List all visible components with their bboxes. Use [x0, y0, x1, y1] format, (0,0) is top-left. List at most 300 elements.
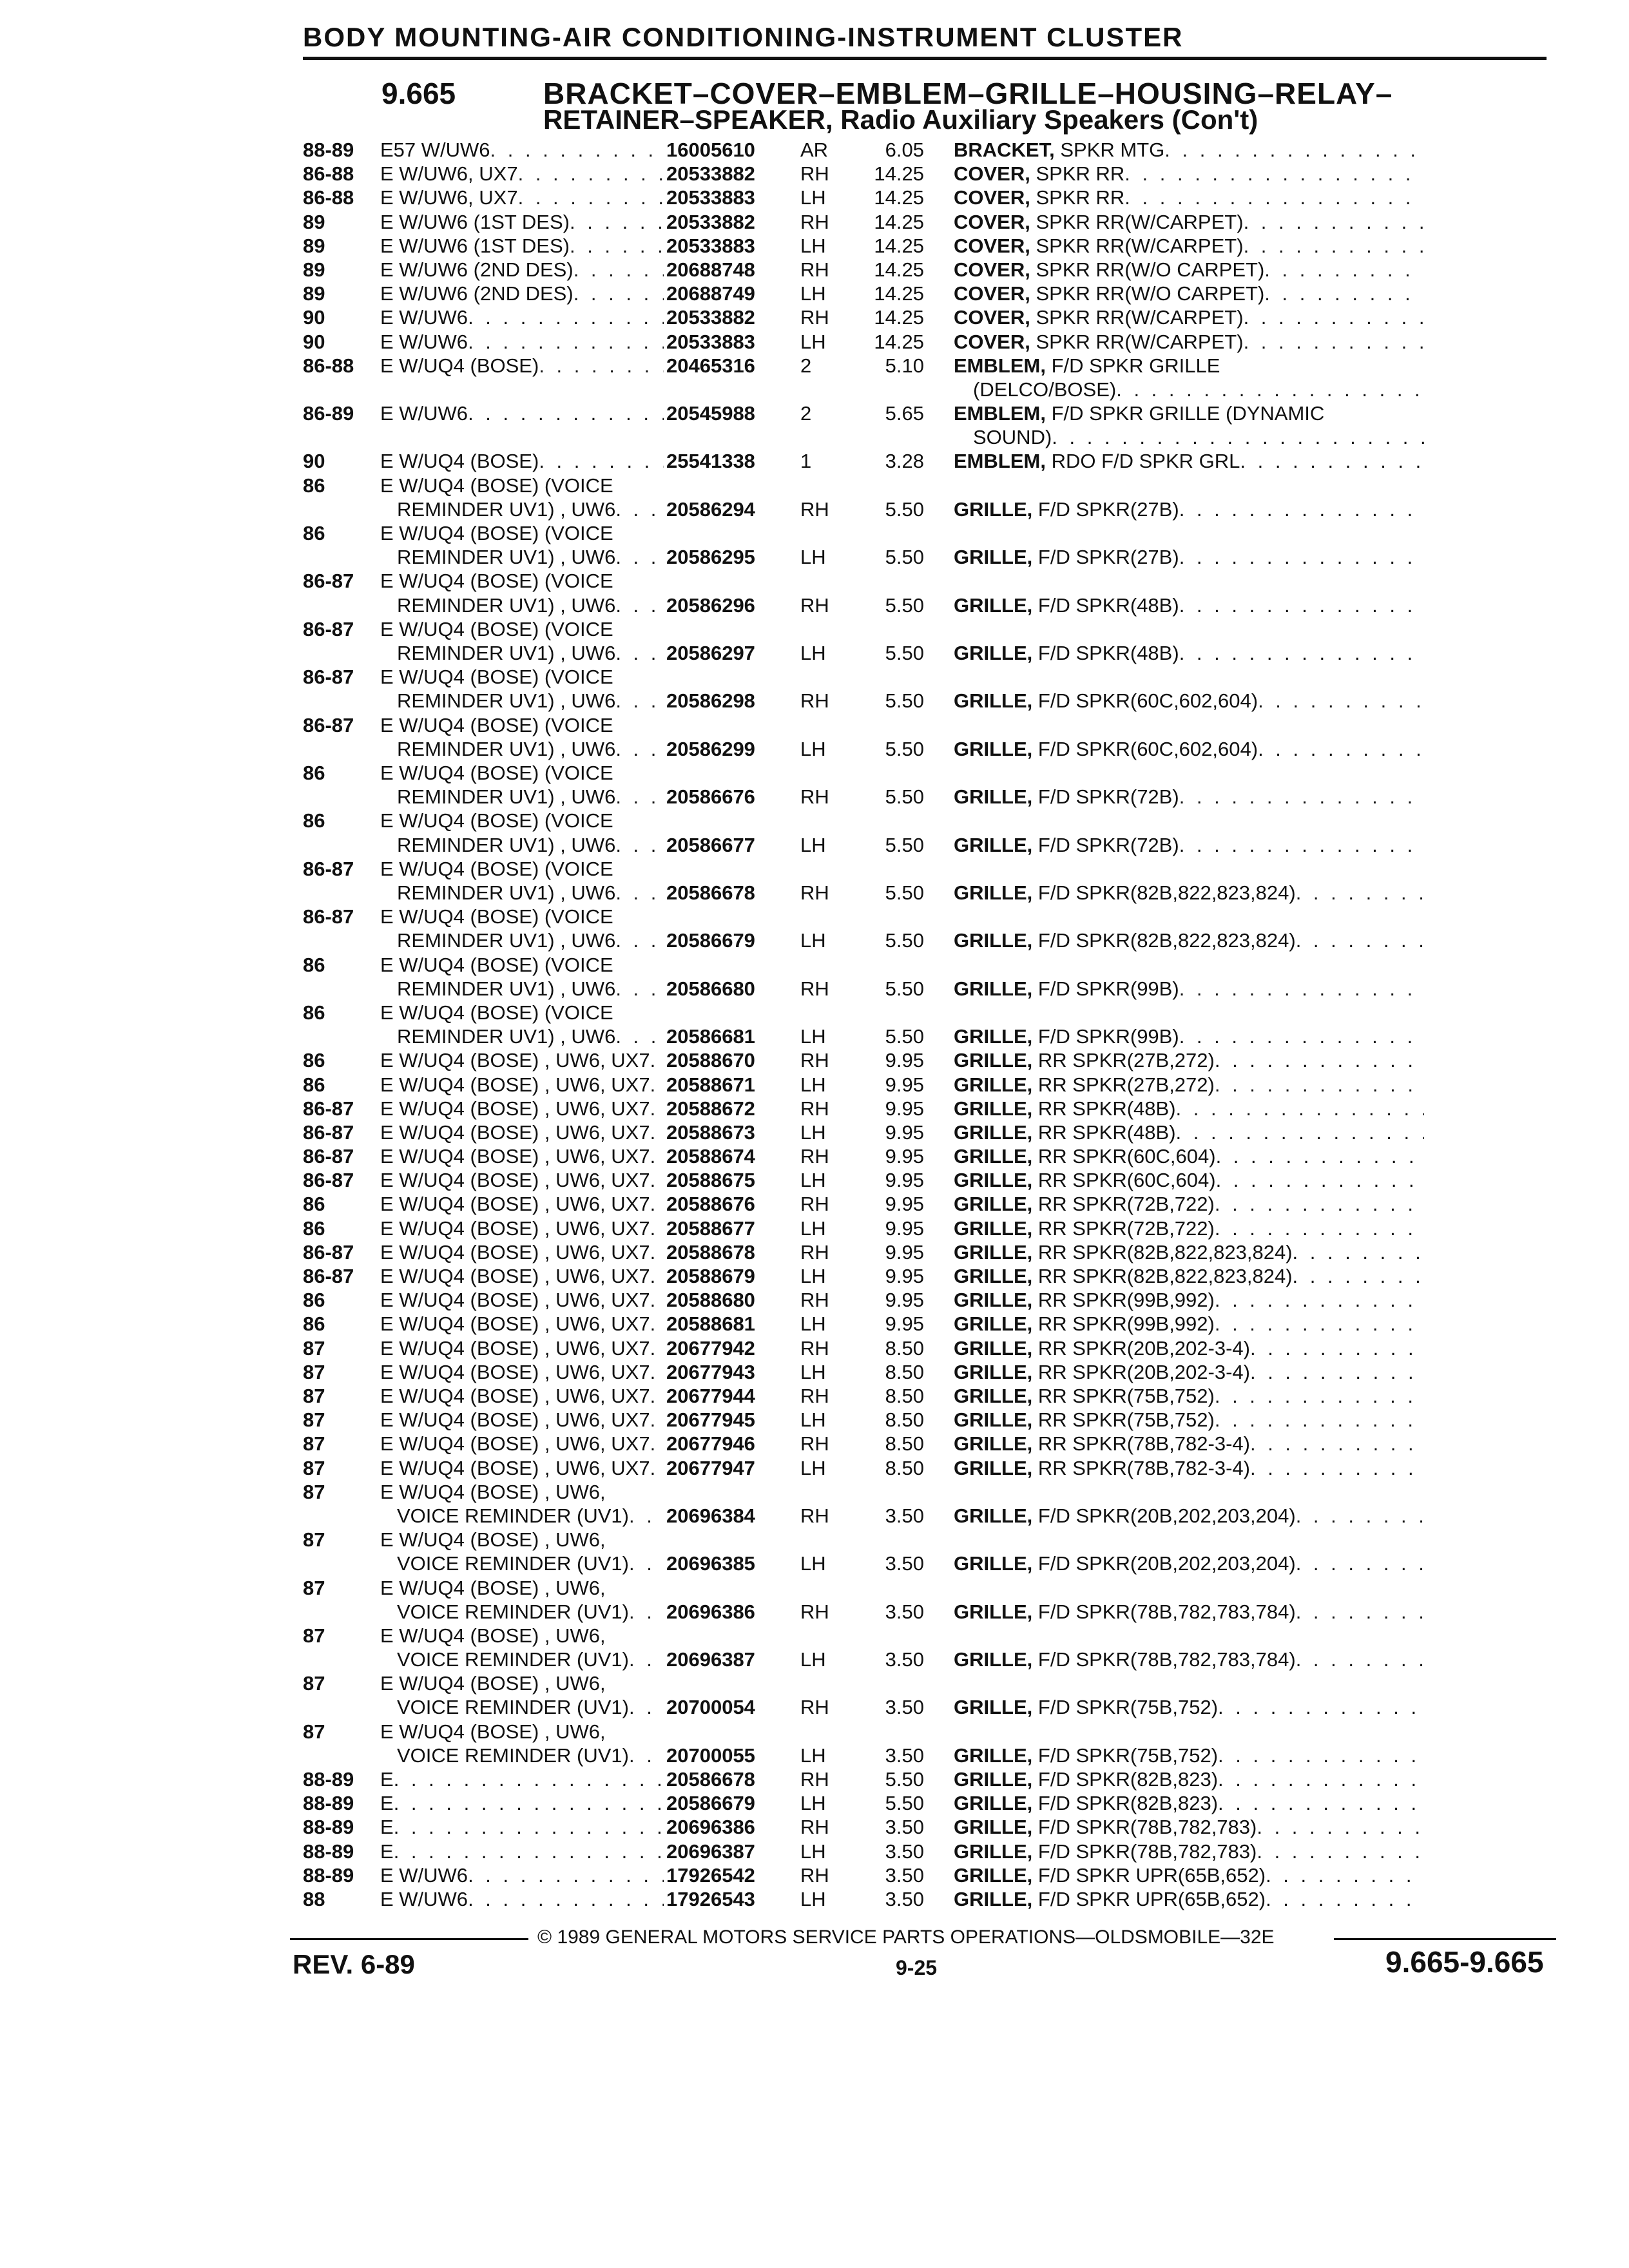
description-line [954, 1791, 1424, 1815]
part-number: 20533882 [666, 306, 755, 329]
part-price: 5.50 [885, 785, 924, 809]
application-line2-text: REMINDER UV1) , UW6 [397, 546, 616, 569]
description-detail: RR SPKR(27B,272) [1037, 1073, 1215, 1096]
application-text: E W/UQ4 (BOSE) [380, 354, 539, 377]
description-detail: RR SPKR(60C,604) [1037, 1169, 1216, 1192]
description-line [954, 1863, 1424, 1887]
description-detail: RR SPKR(99B,992) [1037, 1312, 1215, 1336]
part-price: 9.95 [885, 1312, 924, 1336]
part-price: 14.25 [874, 330, 924, 353]
leader-dots [629, 1648, 664, 1671]
part-number: 20586677 [666, 833, 755, 856]
application-line [380, 1432, 664, 1456]
part-row [303, 1576, 1547, 1624]
part-description [954, 1048, 1424, 1072]
part-row [303, 1815, 1547, 1839]
part-price: 3.50 [885, 1648, 924, 1671]
part-qty: LH [800, 1840, 826, 1863]
part-qty: LH [800, 330, 826, 353]
leader-dots [1216, 1168, 1424, 1192]
leader-dots [1215, 1048, 1424, 1072]
description-line [954, 186, 1424, 209]
part-description [954, 138, 1424, 162]
part-qty: RH [800, 977, 829, 1000]
part-row [303, 1168, 1547, 1192]
part-row [303, 138, 1547, 162]
part-row [303, 1001, 1547, 1048]
part-row [303, 162, 1547, 186]
leader-dots [650, 1360, 664, 1384]
description-keyword: GRILLE, [954, 977, 1033, 1000]
part-price: 9.95 [885, 1265, 924, 1288]
description-keyword: GRILLE, [954, 1600, 1033, 1623]
leader-dots [1293, 1264, 1424, 1288]
part-application [380, 1432, 664, 1456]
part-qty: LH [800, 234, 826, 257]
part-description [954, 1791, 1424, 1815]
description-line [954, 1744, 1424, 1767]
description-line [954, 641, 1424, 665]
part-price: 9.95 [885, 1193, 924, 1216]
leader-dots [468, 1887, 664, 1911]
description-line [954, 1312, 1424, 1336]
part-qty: RH [800, 1863, 829, 1887]
leader-dots [629, 1552, 664, 1575]
application-line [380, 1097, 664, 1120]
part-year: 90 [303, 306, 325, 329]
part-description [954, 1840, 1424, 1863]
part-number: 20700054 [666, 1696, 755, 1719]
copyright-notice: © 1989 GENERAL MOTORS SERVICE PARTS OPERATIONS—OLDSMOBILE—32E [537, 1927, 1275, 1948]
part-price: 3.50 [885, 1696, 924, 1719]
parts-list [303, 138, 1547, 1911]
leader-dots [615, 593, 664, 617]
part-description [954, 474, 1424, 521]
application-line [380, 1264, 664, 1288]
description-text [954, 545, 1179, 569]
part-description [954, 761, 1424, 809]
part-number: 20677942 [666, 1336, 755, 1360]
part-price: 3.28 [885, 450, 924, 473]
description-detail: F/D SPKR(78B,782,783,784) [1037, 1648, 1296, 1671]
description-keyword: COVER, [954, 186, 1030, 209]
part-price: 8.50 [885, 1384, 924, 1407]
part-row [303, 1863, 1547, 1887]
description-line [954, 1887, 1424, 1911]
leader-dots [650, 1384, 664, 1408]
part-description [954, 1767, 1424, 1791]
description-text [954, 1863, 1266, 1887]
part-row [303, 186, 1547, 209]
description-keyword: GRILLE, [954, 1240, 1033, 1264]
description-line [954, 1648, 1424, 1671]
part-application [380, 1168, 664, 1192]
application-text: E W/UW6, UX7 [380, 186, 518, 209]
description-detail: F/D SPKR(27B) [1037, 497, 1179, 521]
part-year: 87 [303, 1480, 325, 1503]
leader-dots [1215, 1073, 1424, 1097]
leader-dots [1215, 1408, 1424, 1432]
part-description [954, 1001, 1424, 1048]
part-row [303, 282, 1547, 305]
part-row [303, 1192, 1547, 1216]
part-number: 20588675 [666, 1169, 755, 1192]
application-line [380, 234, 664, 258]
application-line2-text: VOICE REMINDER (UV1) [397, 1504, 629, 1527]
part-year: 86-87 [303, 1120, 354, 1144]
description-line [954, 449, 1424, 473]
part-application [380, 761, 664, 809]
description-detail: SPKR RR(W/CARPET) [1036, 234, 1244, 257]
description-line [954, 785, 1424, 809]
leader-dots [650, 1048, 664, 1072]
leader-dots [650, 1312, 664, 1336]
description-text [954, 1815, 1257, 1839]
description-text [954, 689, 1258, 713]
part-year: 86-87 [303, 905, 354, 928]
part-row [303, 449, 1547, 473]
application-text: E W/UW6 [380, 330, 468, 353]
part-price: 14.25 [874, 186, 924, 209]
leader-dots [1215, 1216, 1424, 1240]
description-text [954, 1791, 1218, 1815]
leader-dots [1296, 1552, 1424, 1575]
description-detail: F/D SPKR(48B) [1037, 642, 1179, 665]
part-number: 20586298 [666, 689, 755, 713]
description-line [954, 305, 1424, 329]
part-description [954, 1432, 1424, 1456]
part-year: 86-87 [303, 570, 354, 593]
part-application [380, 1456, 664, 1480]
part-row [303, 761, 1547, 809]
leader-dots [1257, 1815, 1424, 1839]
part-description [954, 1240, 1424, 1264]
part-price: 9.95 [885, 1145, 924, 1168]
leader-dots [650, 1240, 664, 1264]
part-year: 86 [303, 1001, 325, 1024]
application-line2-text: REMINDER UV1) , UW6 [397, 929, 616, 952]
part-qty: RH [800, 306, 829, 329]
leader-dots [650, 1192, 664, 1216]
part-qty: 2 [800, 354, 812, 377]
description-keyword: GRILLE, [954, 785, 1033, 809]
application-line2-text: VOICE REMINDER (UV1) [397, 1600, 629, 1623]
application-line [380, 1073, 664, 1097]
application-line [380, 1863, 664, 1887]
part-application [380, 1840, 664, 1863]
part-qty: LH [800, 1120, 826, 1144]
leader-dots [1296, 928, 1424, 952]
description-text [954, 1168, 1216, 1192]
part-row [303, 1720, 1547, 1767]
application-text: E W/UQ4 (BOSE) , UW6, UX7 [380, 1169, 650, 1192]
section-title-line2: RETAINER–SPEAKER, Radio Auxiliary Speakers (Con't) [543, 104, 1258, 135]
part-qty: RH [800, 881, 829, 904]
application-line2-text: REMINDER UV1) , UW6 [397, 689, 616, 713]
application-text: E W/UW6 [380, 1863, 468, 1887]
part-qty: LH [800, 1792, 826, 1815]
part-application [380, 210, 664, 234]
part-application [380, 162, 664, 186]
part-description [954, 1456, 1424, 1480]
part-price: 9.95 [885, 1216, 924, 1240]
application-text: E W/UW6 [380, 1888, 468, 1910]
description-line [954, 354, 1424, 378]
description-detail: RR SPKR(20B,202-3-4) [1037, 1360, 1250, 1383]
application-line1: E W/UQ4 (BOSE) (VOICE [380, 857, 613, 880]
part-application [380, 665, 664, 713]
description-keyword: COVER, [954, 210, 1030, 233]
description-line [954, 1695, 1424, 1719]
part-qty: LH [800, 1408, 826, 1432]
part-row [303, 1767, 1547, 1791]
description-detail: F/D SPKR(82B,823) [1037, 1792, 1219, 1815]
application-line2-text: REMINDER UV1) , UW6 [397, 881, 616, 904]
description-keyword: GRILLE, [954, 1265, 1033, 1288]
part-year: 86-87 [303, 713, 354, 736]
page-range: 9.665-9.665 [1385, 1945, 1544, 1979]
description-line [954, 258, 1424, 282]
part-number: 16005610 [666, 139, 755, 161]
leader-dots [1296, 881, 1424, 905]
part-qty: 2 [800, 402, 812, 425]
part-price: 5.50 [885, 497, 924, 521]
leader-dots [1258, 689, 1424, 713]
part-description [954, 1720, 1424, 1767]
part-number: 20586680 [666, 977, 755, 1000]
part-qty: LH [800, 642, 826, 665]
application-line2-text: REMINDER UV1) , UW6 [397, 977, 616, 1000]
part-price: 3.50 [885, 1840, 924, 1863]
leader-dots [1257, 1840, 1424, 1863]
description-text [954, 1360, 1250, 1384]
leader-dots [650, 1168, 664, 1192]
part-qty: AR [800, 139, 829, 161]
description-line2 [954, 378, 1424, 401]
part-number: 20677947 [666, 1456, 755, 1479]
leader-dots [615, 977, 664, 1001]
leader-dots [1215, 1384, 1424, 1408]
description-line [954, 330, 1424, 354]
part-price: 3.50 [885, 1816, 924, 1839]
application-line2 [380, 977, 664, 1001]
application-line2-text: REMINDER UV1) , UW6 [397, 785, 616, 809]
application-line2-text: VOICE REMINDER (UV1) [397, 1696, 629, 1719]
description-keyword: GRILLE, [954, 1840, 1033, 1863]
part-row [303, 665, 1547, 713]
part-application [380, 1720, 664, 1767]
description-keyword: COVER, [954, 330, 1030, 353]
leader-dots [1215, 1312, 1424, 1336]
part-qty: RH [800, 1145, 829, 1168]
part-qty: LH [800, 1312, 826, 1336]
part-qty: LH [800, 282, 826, 305]
part-description [954, 1192, 1424, 1216]
description-text [954, 1384, 1215, 1408]
part-price: 9.95 [885, 1169, 924, 1192]
part-row [303, 1240, 1547, 1264]
description-detail: SPKR RR [1036, 186, 1125, 209]
part-row [303, 1120, 1547, 1144]
part-application [380, 953, 664, 1001]
application-line2 [380, 1695, 664, 1719]
description-line [954, 138, 1424, 162]
part-price: 5.50 [885, 546, 924, 569]
part-qty: RH [800, 1097, 829, 1120]
part-application [380, 857, 664, 905]
application-line [380, 258, 664, 282]
leader-dots [1293, 1240, 1424, 1264]
application-line1: E W/UQ4 (BOSE) (VOICE [380, 1001, 613, 1024]
description-text [954, 234, 1244, 258]
part-year: 87 [303, 1576, 325, 1599]
application-line [380, 305, 664, 329]
description-text [954, 1456, 1250, 1480]
description-text [954, 1312, 1215, 1336]
application-line [380, 1887, 664, 1911]
part-qty: LH [800, 1456, 826, 1479]
part-number: 20677945 [666, 1408, 755, 1432]
part-row [303, 1336, 1547, 1360]
description-detail: F/D SPKR(48B) [1037, 593, 1179, 617]
part-qty: RH [800, 1193, 829, 1216]
application-text: E W/UQ4 (BOSE) , UW6, UX7 [380, 1073, 650, 1096]
part-qty: RH [800, 1816, 829, 1839]
description-keyword: GRILLE, [954, 1312, 1033, 1336]
description-keyword: GRILLE, [954, 929, 1033, 952]
leader-dots [615, 881, 664, 905]
leader-dots [1218, 1695, 1424, 1719]
part-price: 5.65 [885, 402, 924, 425]
description-text [954, 928, 1296, 952]
leader-dots [615, 833, 664, 857]
application-line [380, 162, 664, 186]
leader-dots [1179, 833, 1424, 857]
part-price: 9.95 [885, 1097, 924, 1120]
application-line2-text: REMINDER UV1) , UW6 [397, 737, 616, 760]
application-text: E W/UQ4 (BOSE) , UW6, UX7 [380, 1193, 650, 1216]
application-text: E W/UW6 (2ND DES) [380, 282, 574, 305]
footer-rule-right [1334, 1938, 1556, 1940]
application-line [380, 1048, 664, 1072]
application-text: E W/UQ4 (BOSE) , UW6, UX7 [380, 1216, 650, 1240]
application-text: E W/UQ4 (BOSE) , UW6, UX7 [380, 1432, 650, 1456]
leader-dots [1176, 1097, 1424, 1120]
part-row [303, 1097, 1547, 1120]
leader-dots [394, 1791, 664, 1815]
part-year: 90 [303, 450, 325, 473]
part-price: 5.50 [885, 689, 924, 713]
part-row [303, 1432, 1547, 1456]
description-text [954, 162, 1124, 186]
part-application [380, 1144, 664, 1168]
application-text: E W/UQ4 (BOSE) , UW6, UX7 [380, 1097, 650, 1120]
part-row [303, 569, 1547, 617]
part-application [380, 1815, 664, 1839]
part-qty: RH [800, 210, 829, 233]
part-application [380, 1408, 664, 1432]
leader-dots [1179, 497, 1424, 521]
description-detail: F/D SPKR UPR(65B,652) [1037, 1863, 1266, 1887]
description-line [954, 1384, 1424, 1408]
description-line [954, 1432, 1424, 1456]
description-keyword: COVER, [954, 306, 1030, 329]
description-line [954, 881, 1424, 905]
application-line [380, 401, 664, 425]
part-application [380, 474, 664, 521]
leader-dots [629, 1504, 664, 1528]
part-price: 9.95 [885, 1240, 924, 1264]
part-qty: LH [800, 737, 826, 760]
description-keyword: GRILLE, [954, 497, 1033, 521]
application-text: E W/UQ4 (BOSE) , UW6, UX7 [380, 1408, 650, 1432]
leader-dots [1218, 1744, 1424, 1767]
part-application [380, 1480, 664, 1528]
description-detail: RR SPKR(82B,822,823,824) [1037, 1240, 1293, 1264]
part-application [380, 1097, 664, 1120]
part-application [380, 1576, 664, 1624]
part-year: 89 [303, 210, 325, 233]
application-line2 [380, 1552, 664, 1575]
leader-dots [1264, 258, 1424, 282]
part-qty: 1 [800, 450, 812, 473]
leader-dots [1176, 1120, 1424, 1144]
description-line [954, 1288, 1424, 1312]
part-qty: RH [800, 1289, 829, 1312]
description-line [954, 1024, 1424, 1048]
description-keyword: BRACKET, [954, 139, 1055, 161]
description-line [954, 977, 1424, 1001]
description-text [954, 210, 1244, 234]
leader-dots [1264, 282, 1424, 305]
part-row [303, 330, 1547, 354]
leader-dots [1244, 234, 1424, 258]
description-text [954, 1767, 1218, 1791]
part-description [954, 210, 1424, 234]
description-text [954, 138, 1164, 162]
description-detail: F/D SPKR(27B) [1037, 546, 1179, 569]
part-price: 5.50 [885, 642, 924, 665]
description-keyword: GRILLE, [954, 1504, 1033, 1527]
application-line [380, 1288, 664, 1312]
leader-dots [650, 1336, 664, 1360]
description-line [954, 1360, 1424, 1384]
description-text [954, 1264, 1293, 1288]
part-year: 86 [303, 1289, 325, 1312]
application-line [380, 138, 664, 162]
description-line [954, 1336, 1424, 1360]
part-qty: LH [800, 1073, 826, 1096]
description-text [954, 785, 1179, 809]
application-line2-text: VOICE REMINDER (UV1) [397, 1552, 629, 1575]
description-text [954, 1120, 1176, 1144]
description-text [954, 1097, 1176, 1120]
part-description [954, 282, 1424, 305]
part-row [303, 1408, 1547, 1432]
description-text [954, 1144, 1216, 1168]
part-application [380, 1312, 664, 1336]
part-price: 5.50 [885, 1792, 924, 1815]
part-row [303, 1671, 1547, 1719]
part-year: 87 [303, 1360, 325, 1383]
description-text [954, 881, 1296, 905]
application-line2 [380, 497, 664, 521]
part-price: 5.50 [885, 977, 924, 1000]
description-line [954, 833, 1424, 857]
part-description [954, 1815, 1424, 1839]
part-description [954, 1073, 1424, 1097]
description-keyword: GRILLE, [954, 1193, 1033, 1216]
